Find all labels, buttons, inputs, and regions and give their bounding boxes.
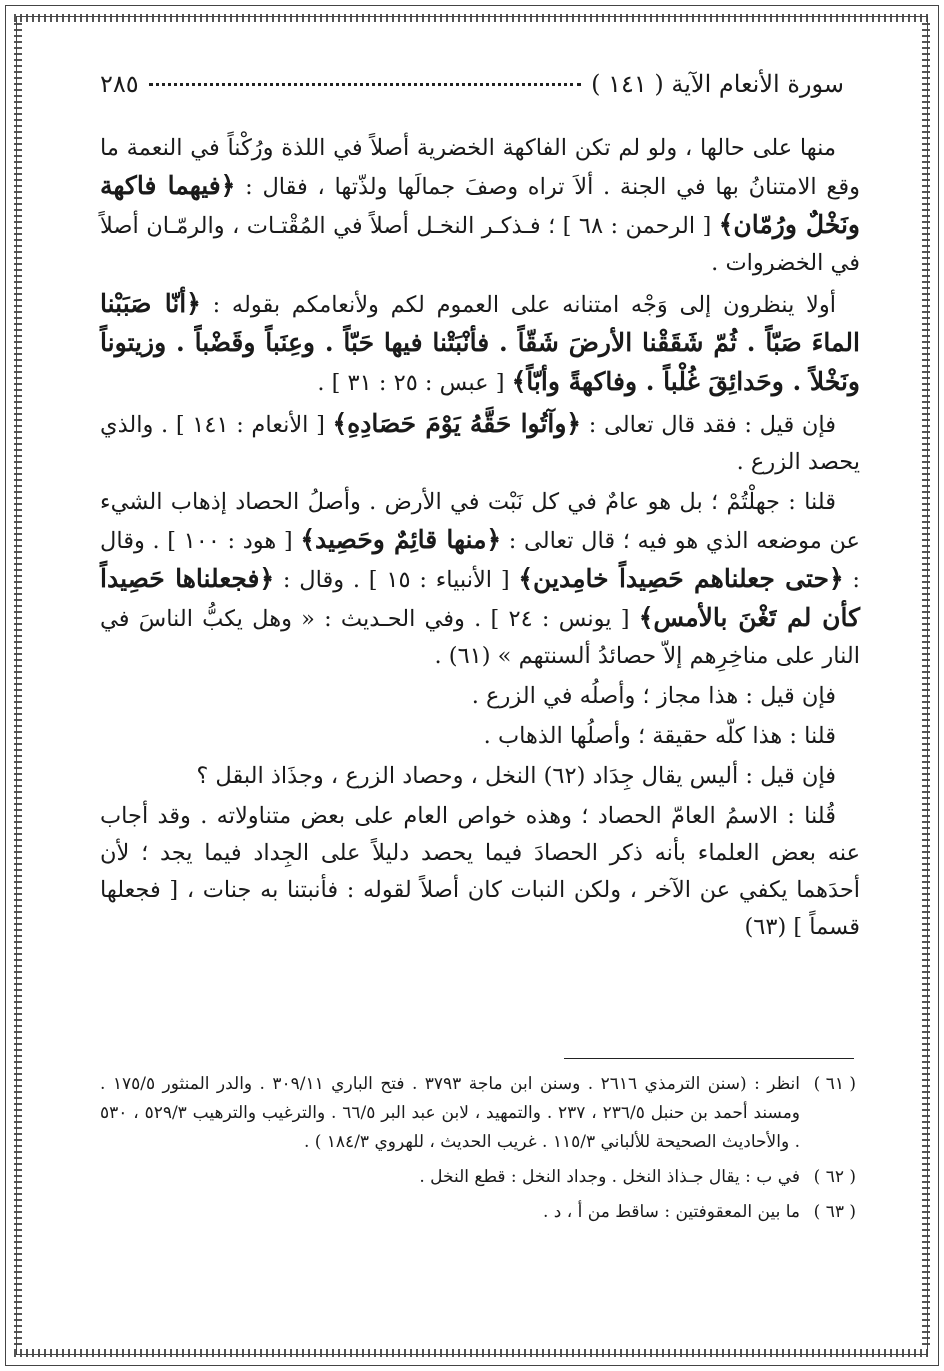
paragraph xyxy=(100,405,860,481)
quran-quote: ﴿فيهما فاكهة ونَخْلٌ ورُمّان﴾ xyxy=(100,171,860,239)
text-segment: [ هود : ١٠٠ ] . وقال : xyxy=(100,528,861,593)
paragraph xyxy=(100,718,860,755)
footnote-number: ( ٦٣ ) xyxy=(813,1202,856,1222)
quran-quote: ﴿منها قائِمٌ وحَصِيد﴾ xyxy=(300,525,502,554)
footnote-number: ( ٦٢ ) xyxy=(813,1167,856,1187)
page-number: ٢٨٥ xyxy=(100,70,139,98)
quran-quote: ﴿وآتُوا حَقَّهُ يَوْمَ حَصَادِهِ﴾ xyxy=(332,409,582,438)
text-segment: منها على حالها ، ولو لم تكن الفاكهة الخضرية أصلاً في اللذة ورُكْناً في النعمة ما وقع الامتنانُ بها في الجنة . ألاَ تراه وصفَ جمالَها ولذّتها ، فقال : xyxy=(100,135,860,200)
text-segment: [ الأنعام : ١٤١ ] . والذي يحصد الزرع . xyxy=(100,412,860,475)
text-segment: [ الأنبياء : ١٥ ] . وقال : xyxy=(274,567,519,593)
footnote-text: ما بين المعقوفتين : ساقط من أ ، د . xyxy=(542,1202,800,1222)
paragraph xyxy=(100,758,860,795)
paragraph xyxy=(100,130,860,282)
footnote-separator xyxy=(564,1058,854,1059)
text-segment: قُلنا : الاسمُ العامّ الحصاد ؛ وهذه خواص العام على بعض متناولاته . وقد أجاب عنه بعض العلماء بأنه ذكر الحصادَ فيما يحصد دليلاً على الجِداد فيما يجد ؛ لأن أحدَهما يكفي عن الآخر ، ولكن النبات كان أصلاً لقوله : فأنبتنا به جنات ، [ فجعلها قسماً ] (٦٣) xyxy=(100,803,860,940)
footnote-number: ( ٦١ ) xyxy=(813,1074,856,1094)
text-segment: [ الرحمن : ٦٨ ] ؛ فـذكـر النخـل أصلاً في المُقْتـات ، والرمّـان أصلاً في الخضروات . xyxy=(100,213,860,276)
paragraph xyxy=(100,798,860,946)
text-segment: [ يونس : ٢٤ ] . وفي الحـديث : « وهل يكبُّ الناسَ في النار على مناخِرِهم إلاّ حصائدُ ألسنتهم » (٦١) . xyxy=(100,606,860,669)
quran-quote: ﴿حتى جعلناهم حَصِيداً خامِدين﴾ xyxy=(518,564,844,593)
paragraph xyxy=(100,285,860,402)
text-segment: قلنا : هذا كلّه حقيقة ؛ وأصلُها الذهاب . xyxy=(483,723,836,749)
footnote-item xyxy=(100,1163,856,1192)
footnote-item xyxy=(100,1070,856,1157)
header-title: سورة الأنعام الآية ( ١٤١ ) xyxy=(591,70,844,98)
text-segment: أولا ينظرون إلى وَجْه امتنانه على العموم لكم ولأنعامكم بقوله : xyxy=(200,292,836,318)
footnote-item xyxy=(100,1198,856,1227)
paragraph xyxy=(100,678,860,715)
text-segment: فإن قيل : هذا مجاز ؛ وأصلُه في الزرع . xyxy=(471,683,836,709)
text-segment: فإن قيل : أليس يقال جِدَاد (٦٢) النخل ، وحصاد الزرع ، وجذَاذ البقل ؟ xyxy=(196,763,836,789)
footnotes xyxy=(100,1070,856,1233)
paragraph xyxy=(100,484,860,675)
text-segment: [ عبس : ٢٥ : ٣١ ] . xyxy=(317,370,512,396)
text-segment: قلنا : جهلْتُمْ ؛ بل هو عامٌ في كل نَبْت في الأرض . وأصلُ الحصاد إذهاب الشيء عن موضعه الذي هو فيه ؛ قال تعالى : xyxy=(100,489,860,554)
main-text xyxy=(100,130,860,949)
quran-quote: ﴿فجعلناها حَصِيداً كأن لم تَغْنَ بالأمس﴾ xyxy=(100,564,861,632)
footnote-text: انظر : (سنن الترمذي ٢٦١٦ . وسنن ابن ماجة ٣٧٩٣ . فتح الباري ٣٠٩/١١ . والدر المنثور ١٧٥/٥ . ومسند أحمد بن حنبل ٢٣٦/٥ ، ٢٣٧ . والتمهيد ، لابن عبد البر ٦٦/٥ . والترغيب والترهيب ٥٢٩/٣ ، ٥٣٠ . والأحاديث الصحيحة للألباني ١١٥/٣ . غريب الحديث ، للهروي ١٨٤/٣ ) . xyxy=(100,1074,801,1152)
text-segment: فإن قيل : فقد قال تعالى : xyxy=(581,412,836,438)
header-dotted-leader xyxy=(149,83,581,86)
running-header xyxy=(100,70,844,106)
footnote-text: في ب : يقال جـذاذ النخل . وجداد النخل : قطع النخل . xyxy=(419,1167,800,1187)
quran-quote: ﴿أنّا صَبَبْنا الماءَ صَبّاً . ثُمّ شَقَقْنا الأرضَ شَقّاً . فأنْبَتْنا فيها حَبّاً . وعِنَباً وقَضْباً . وزيتوناً ونَخْلاً . وحَدائِقَ غُلْباً . وفاكهةً وأبّاً﴾ xyxy=(100,289,860,396)
